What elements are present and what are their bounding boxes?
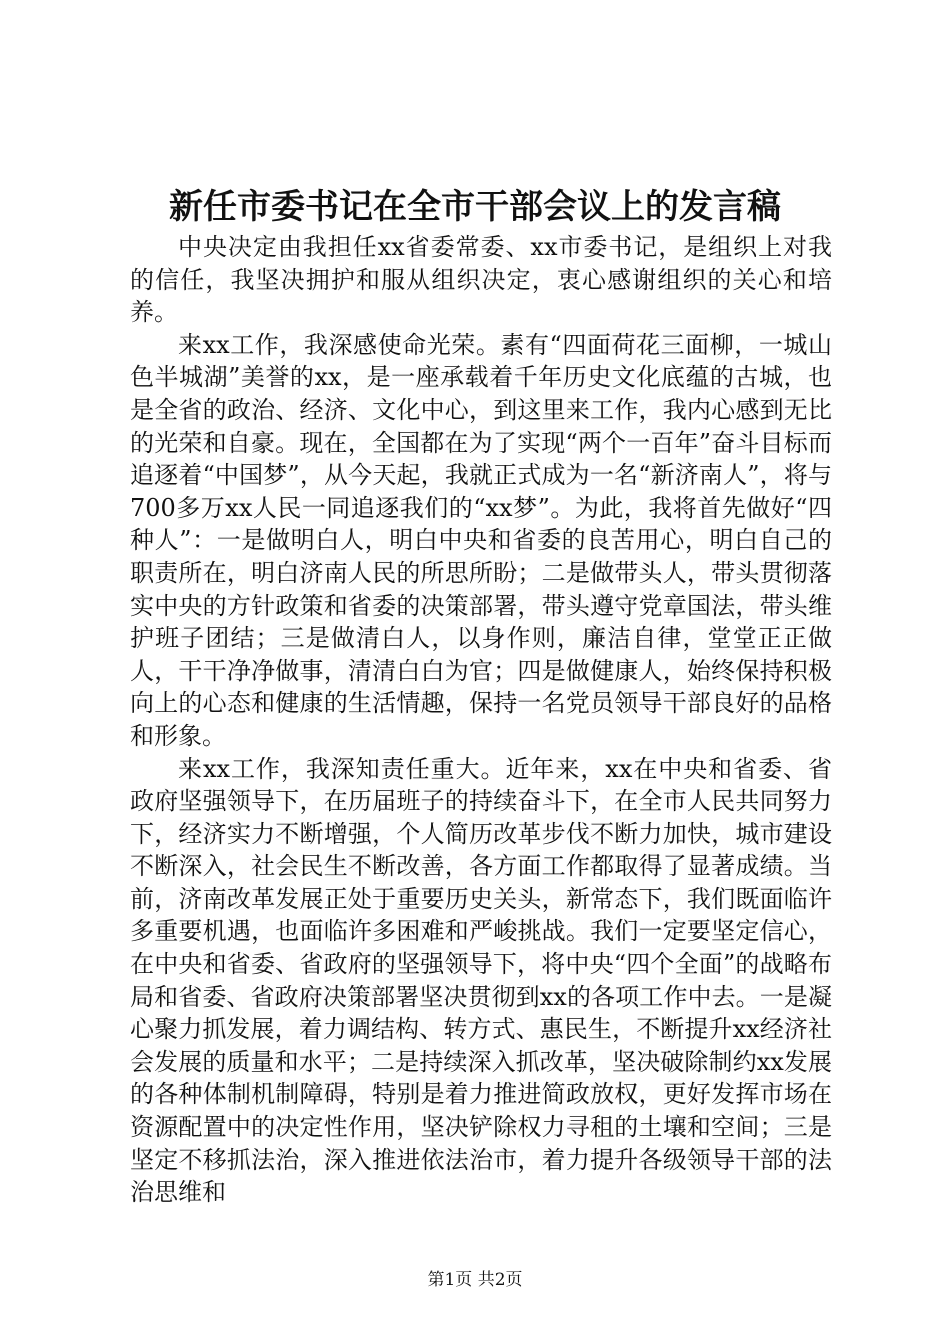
paragraph-1: 中央决定由我担任xx省委常委、xx市委书记，是组织上对我的信任，我坚决拥护和服从组织决定，衷心感谢组织的关心和培养。 <box>130 233 832 327</box>
paragraph-2: 来xx工作，我深感使命光荣。素有“四面荷花三面柳，一城山色半城湖”美誉的xx，是一座承载着千年历史文化底蕴的古城，也是全省的政治、经济、文化中心，到这里来工作，我内心感到无比的光荣和自豪。现在，全国都在为了实现“两个一百年”奋斗目标而追逐着“中国梦”，从今天起，我就正式成为一名“新济南人”，将与700多万xx人民一同追逐我们的“xx梦”。为此，我将首先做好“四种人”：一是做明白人，明白中央和省委的良苦用心，明白自己的职责所在，明白济南人民的所思所盼；二是做带头人，带头贯彻落实中央的方针政策和省委的决策部署，带头遵守党章国法，带头维护班子团结；三是做清白人，以身作则，廉洁自律，堂堂正正做人，干干净净做事，清清白白为官；四是做健康人，始终保持积极向上的心态和健康的生活情趣，保持一名党员领导干部良好的品格和形象。 <box>130 330 832 750</box>
paragraph-3: 来xx工作，我深知责任重大。近年来，xx在中央和省委、省政府坚强领导下，在历届班子的持续奋斗下，在全市人民共同努力下，经济实力不断增强，个人简历改革步伐不断力加快，城市建设不断深入，社会民生不断改善，各方面工作都取得了显著成绩。当前，济南改革发展正处于重要历史关头，新常态下，我们既面临许多重要机遇，也面临许多困难和严峻挑战。我们一定要坚定信心，在中央和省委、省政府的坚强领导下，将中央“四个全面”的战略布局和省委、省政府决策部署坚决贯彻到xx的各项工作中去。一是凝心聚力抓发展，着力调结构、转方式、惠民生，不断提升xx经济社会发展的质量和水平；二是持续深入抓改革，坚决破除制约xx发展的各种体制机制障碍，特别是着力推进简政放权，更好发挥市场在资源配置中的决定性作用，坚决铲除权力寻租的土壤和空间；三是坚定不移抓法治，深入推进依法治市，着力提升各级领导干部的法治思维和 <box>130 754 832 1207</box>
document-body <box>130 231 832 1209</box>
document-title: 新任市委书记在全市干部会议上的发言稿 <box>169 187 781 227</box>
page-number-footer: 第1页 共2页 <box>427 1270 523 1290</box>
